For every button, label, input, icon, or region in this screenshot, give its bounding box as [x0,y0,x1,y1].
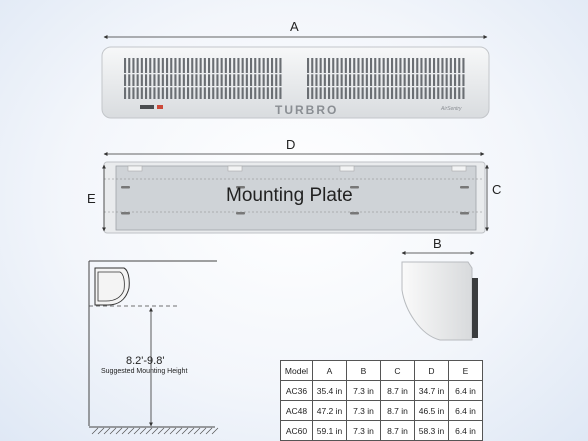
hatch-line [188,428,194,434]
vent-slot [425,58,427,99]
mounting-height-illustration [89,261,218,434]
dimension-label-a: A [290,19,299,34]
vent-slot [345,58,347,99]
vent-slot [149,58,151,99]
hatch-line [212,428,218,434]
vent-slot [275,58,277,99]
hatch-line [110,428,116,434]
control-panel-icon [140,105,154,109]
vent-slot [216,58,218,99]
vent-slot [195,58,197,99]
hatch-line [116,428,122,434]
mounting-slot [121,186,130,189]
table-cell: 6.4 in [449,421,483,441]
vent-slot [332,58,334,99]
vent-slot [263,58,265,99]
header-c: C [381,361,415,381]
vent-slot [258,58,260,99]
vent-slot [225,58,227,99]
vent-slot [279,58,281,99]
vent-slot [437,58,439,99]
header-d: D [415,361,449,381]
mounting-plate-label: Mounting Plate [226,185,353,206]
vent-slot [204,58,206,99]
table-cell: 7.3 in [347,421,381,441]
table-cell: 59.1 in [313,421,347,441]
vent-slot [187,58,189,99]
mounting-slot [236,212,245,215]
table-cell: 34.7 in [415,381,449,401]
side-mount-bracket [472,278,478,338]
vent-slot [349,58,351,99]
dimension-label-e: E [87,191,96,206]
table-cell: AC36 [281,381,313,401]
vent-slot [145,58,147,99]
vent-slot [378,58,380,99]
mounting-slot [121,212,130,215]
vent-slot [315,58,317,99]
vent-slot [246,58,248,99]
vent-slot [153,58,155,99]
vent-slot [383,58,385,99]
vent-slot [128,58,130,99]
air-curtain-side-view [402,262,478,340]
table-cell: 58.3 in [415,421,449,441]
vent-slot [395,58,397,99]
floor-hatch [92,428,218,434]
mounting-slot [460,186,469,189]
vent-divider [123,86,283,87]
vent-slot [174,58,176,99]
table-cell: 47.2 in [313,401,347,421]
vent-slot [328,58,330,99]
table-cell: AC48 [281,401,313,421]
table-cell: 35.4 in [313,381,347,401]
dimension-label-b: B [433,236,442,251]
hatch-line [146,428,152,434]
vent-slot [357,58,359,99]
hatch-line [152,428,158,434]
vent-slot [429,58,431,99]
vent-slot [433,58,435,99]
table-cell: 6.4 in [449,381,483,401]
indicator-light-icon [157,105,163,109]
vent-slot [420,58,422,99]
vent-slot [366,58,368,99]
hatch-line [98,428,104,434]
vent-slot [200,58,202,99]
vent-slot [162,58,164,99]
vent-slot [170,58,172,99]
vent-slot [191,58,193,99]
vent-slot [229,58,231,99]
vent-slot [267,58,269,99]
hatch-line [92,428,98,434]
vent-slot [311,58,313,99]
vent-slot [391,58,393,99]
vent-slot [404,58,406,99]
mounting-height-caption: Suggested Mounting Height [101,368,188,375]
vent-slot [336,58,338,99]
vent-slot [254,58,256,99]
vent-slot [271,58,273,99]
table-cell: AC60 [281,421,313,441]
mounting-slot [460,212,469,215]
product-badge: AirSentry [441,106,462,112]
hatch-line [176,428,182,434]
vent-slot [441,58,443,99]
hatch-line [206,428,212,434]
vent-slot [374,58,376,99]
vent-divider [306,86,466,87]
vent-slot [399,58,401,99]
vent-divider [306,73,466,74]
vent-slot [416,58,418,99]
table-cell: 46.5 in [415,401,449,421]
vent-slot [137,58,139,99]
vent-slot [242,58,244,99]
table-cell: 7.3 in [347,401,381,421]
hatch-line [164,428,170,434]
table-header-row [281,361,483,381]
table-row [281,381,483,401]
table-row [281,421,483,441]
hatch-line [134,428,140,434]
vent-slot [320,58,322,99]
hatch-line [122,428,128,434]
hatch-line [158,428,164,434]
hatch-line [104,428,110,434]
header-e: E [449,361,483,381]
dimension-label-c: C [492,182,502,197]
vent-slot [132,58,134,99]
vent-slot [237,58,239,99]
vent-divider [123,73,283,74]
vent-slot [353,58,355,99]
mounting-height-value: 8.2'-9.8' [126,355,165,367]
mounting-slot [350,212,359,215]
vent-slot [179,58,181,99]
vent-slot [166,58,168,99]
vent-slot [450,58,452,99]
vent-slot [158,58,160,99]
vent-slot [408,58,410,99]
vent-slot [307,58,309,99]
hatch-line [200,428,206,434]
table-cell: 6.4 in [449,401,483,421]
table-cell: 7.3 in [347,381,381,401]
vent-slot [212,58,214,99]
mounting-tab [228,166,242,171]
header-model: Model [281,361,313,381]
vent-slot [387,58,389,99]
vent-slot [141,58,143,99]
vent-slot [462,58,464,99]
brand-logo: TURBRO [275,103,339,117]
hatch-line [194,428,200,434]
vent-slot [454,58,456,99]
mounting-tab [128,166,142,171]
table-cell: 8.7 in [381,421,415,441]
table-row [281,401,483,421]
hatch-line [170,428,176,434]
vent-slot [233,58,235,99]
mounting-tab [452,166,466,171]
vent-slot [124,58,126,99]
hatch-line [182,428,188,434]
vent-slot [446,58,448,99]
vent-slot [324,58,326,99]
vent-slot [250,58,252,99]
table-cell: 8.7 in [381,381,415,401]
vent-slot [221,58,223,99]
vent-slot [341,58,343,99]
vent-slot [183,58,185,99]
vent-slot [208,58,210,99]
vent-slot [370,58,372,99]
header-b: B [347,361,381,381]
vent-slot [362,58,364,99]
hatch-line [128,428,134,434]
specification-table [280,360,483,441]
table-cell: 8.7 in [381,401,415,421]
dimension-label-d: D [286,137,296,152]
vent-slot [412,58,414,99]
header-a: A [313,361,347,381]
hatch-line [140,428,146,434]
vent-slot [458,58,460,99]
mounting-tab [340,166,354,171]
